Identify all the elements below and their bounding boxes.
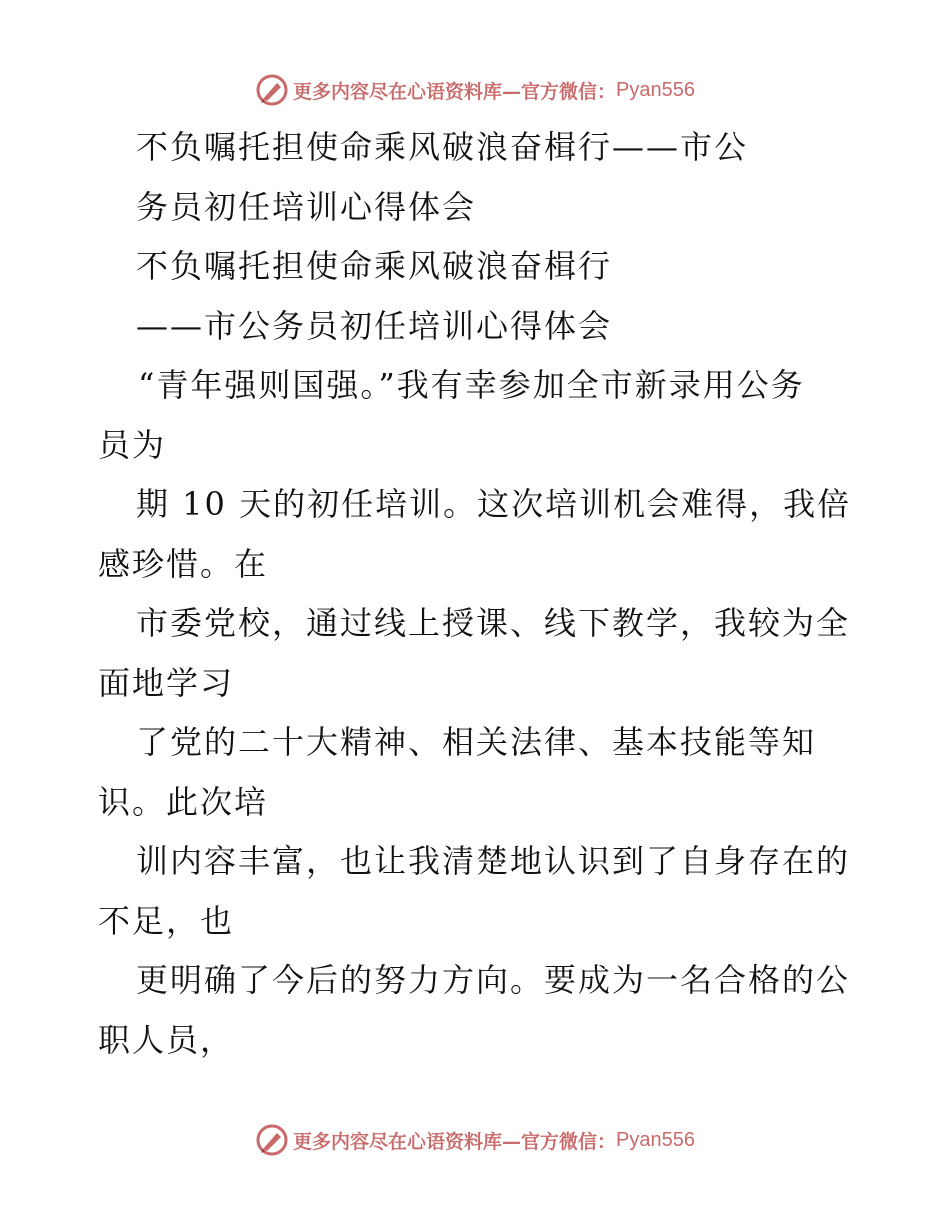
banner-wechat-id: Pyan556 <box>616 78 695 101</box>
subtitle-line-2: ——市公务员初任培训心得体会 <box>136 306 613 345</box>
title-line-2: 务员初任培训心得体会 <box>136 187 477 226</box>
footer-banner <box>0 1120 950 1160</box>
paragraph-line: 不足，也 <box>98 901 235 940</box>
title-line-1: 不负嘱托担使命乘风破浪奋楫行——市公 <box>136 128 749 166</box>
paragraph-line: 面地学习 <box>98 663 235 702</box>
banner-text: 更多内容尽在心语资料库—官方微信： <box>293 1130 617 1153</box>
banner-text: 更多内容尽在心语资料库—官方微信： <box>293 80 617 103</box>
paragraph-line: 市委党校，通过线上授课、线下教学，我较为全 <box>136 604 851 642</box>
paragraph-line: 感珍惜。在 <box>98 544 269 583</box>
subtitle-line-1: 不负嘱托担使命乘风破浪奋楫行 <box>136 247 613 285</box>
pen-logo-icon <box>255 73 289 107</box>
paragraph-line: 更明确了今后的努力方向。要成为一名合格的公 <box>136 961 851 999</box>
paragraph-line: 职人员， <box>98 1020 235 1059</box>
paragraph-line: “青年强则国强。”我有幸参加全市新录用公务 <box>138 366 805 404</box>
document-body <box>98 118 868 1070</box>
paragraph-line: 期 10 天的初任培训。这次培训机会难得，我倍 <box>136 485 852 523</box>
paragraph-line: 训内容丰富，也让我清楚地认识到了自身存在的 <box>136 842 851 880</box>
header-banner <box>0 70 950 110</box>
pen-logo-icon <box>255 1123 289 1157</box>
banner-wechat-id: Pyan556 <box>616 1128 695 1151</box>
paragraph-line: 识。此次培 <box>98 782 269 821</box>
paragraph-line: 了党的二十大精神、相关法律、基本技能等知 <box>136 723 817 761</box>
paragraph-line: 员为 <box>98 425 167 464</box>
